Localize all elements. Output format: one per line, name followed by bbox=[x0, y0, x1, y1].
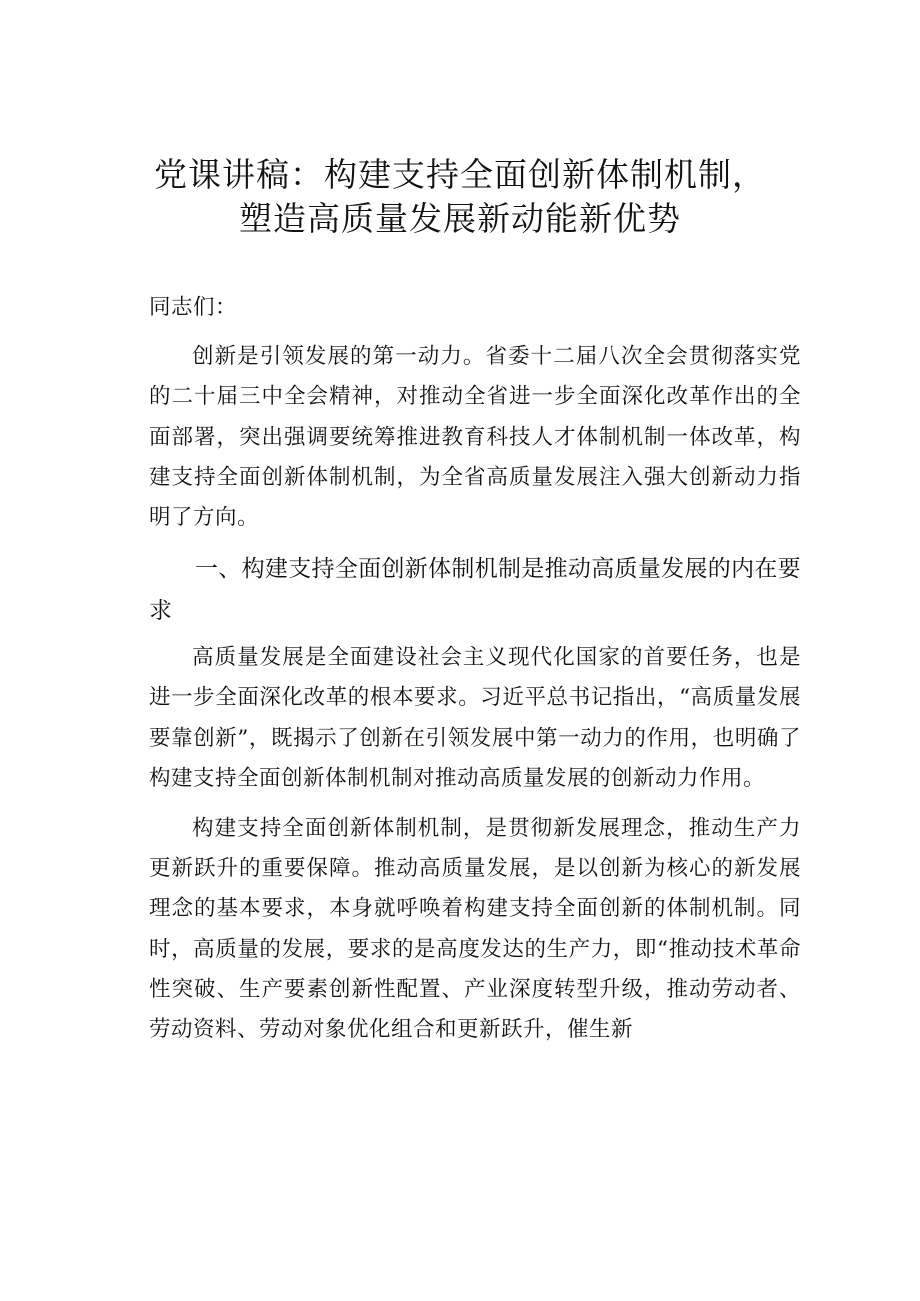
title-line-1: 党课讲稿：构建支持全面创新体制机制， bbox=[154, 155, 766, 194]
document-body bbox=[149, 288, 801, 1060]
section-heading-1: 一、构建支持全面创新体制机制是推动高质量发展的内在要求 bbox=[149, 556, 801, 625]
salutation: 同志们： bbox=[149, 295, 238, 320]
paragraph-intro: 创新是引领发展的第一动力。省委十二届八次全会贯彻落实党的二十届三中全会精神，对推动全省进一步全面深化改革作出的全面部署，突出强调要统筹推进教育科技人才体制机制一体改革，构建支持全面创新体制机制，为全省高质量发展注入强大创新动力指明了方向。 bbox=[149, 344, 801, 531]
document-title bbox=[60, 153, 860, 241]
paragraph-3: 构建支持全面创新体制机制，是贯彻新发展理念，推动生产力更新跃升的重要保障。推动高质量发展，是以创新为核心的新发展理念的基本要求，本身就呼唤着构建支持全面创新的体制机制。同时，高质量的发展，要求的是高度发达的生产力，即“推动技术革命性突破、生产要素创新性配置、产业深度转型升级，推动劳动者、劳动资料、劳动对象优化组合和更新跃升，催生新 bbox=[149, 816, 801, 1043]
paragraph-2: 高质量发展是全面建设社会主义现代化国家的首要任务，也是进一步全面深化改革的根本要求。习近平总书记指出，“高质量发展要靠创新”，既揭示了创新在引领发展中第一动力的作用，也明确了构建支持全面创新体制机制对推动高质量发展的创新动力作用。 bbox=[149, 645, 801, 791]
title-line-2: 塑造高质量发展新动能新优势 bbox=[239, 199, 681, 238]
